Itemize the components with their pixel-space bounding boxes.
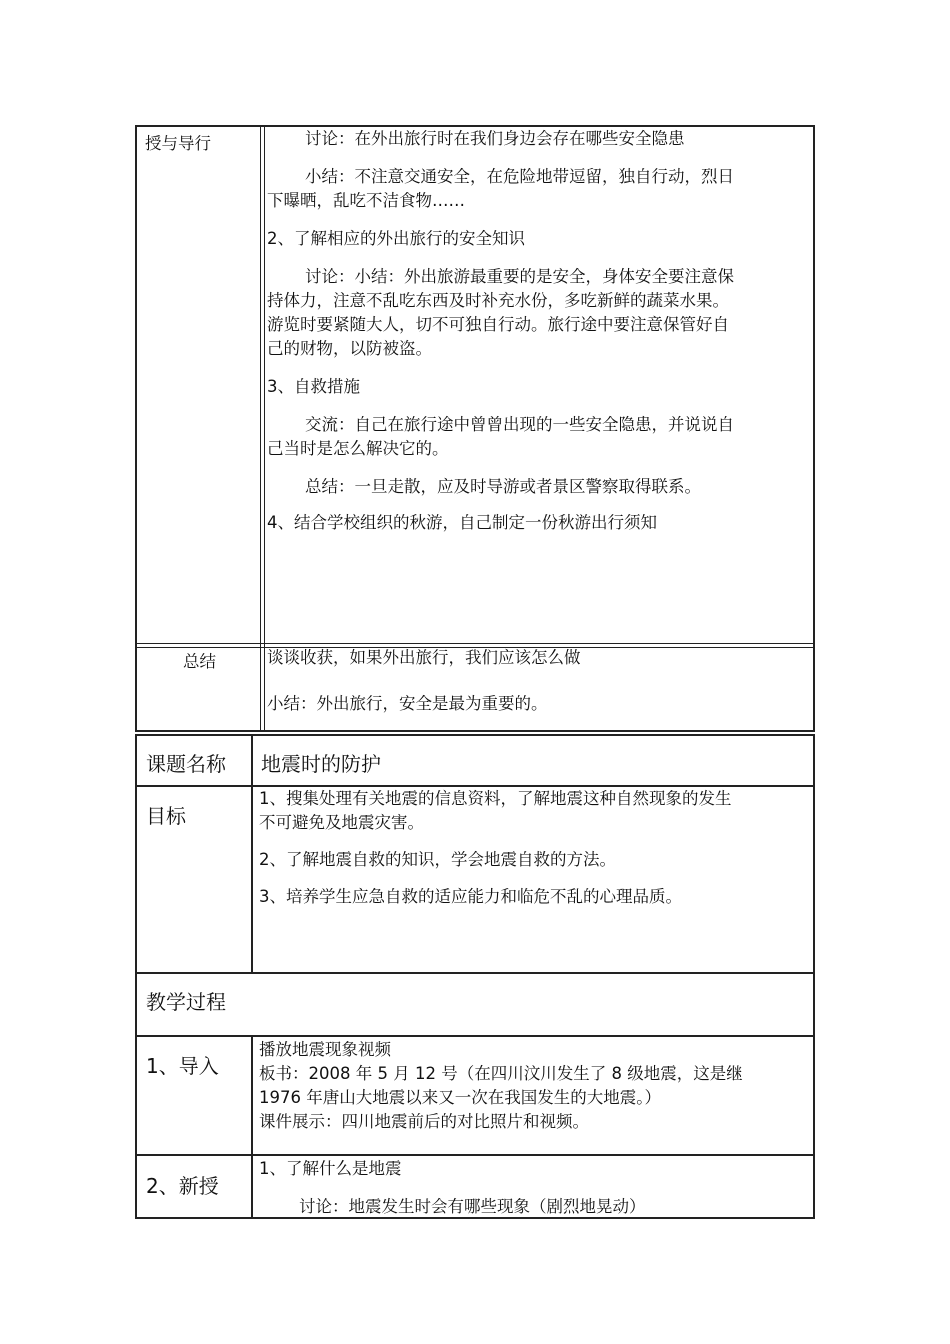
goal-line: 1、搜集处理有关地震的信息资料，了解地震这种自然现象的发生: [259, 789, 732, 808]
label-topic: 课题名称: [146, 752, 226, 776]
text-line: 小结：不注意交通安全，在危险地带逗留，独自行动，烈日: [305, 167, 734, 186]
column-divider: [260, 127, 265, 730]
label-summary: 总结: [183, 652, 216, 671]
text-line: 己当时是怎么解决它的。: [267, 439, 449, 458]
row-divider: [137, 1154, 813, 1156]
intro-line: 1976 年唐山大地震以来又一次在我国发生的大地震。）: [259, 1088, 661, 1107]
goal-line: 3、培养学生应急自救的适应能力和临危不乱的心理品质。: [259, 887, 682, 906]
summary-line: 谈谈收获，如果外出旅行，我们应该怎么做: [267, 648, 581, 667]
text-line: 己的财物，以防被盗。: [267, 339, 432, 358]
label-guidance: 授与导行: [145, 134, 211, 153]
text-line: 游览时要紧随大人，切不可独自行动。旅行途中要注意保管好自: [267, 315, 729, 334]
column-divider: [251, 1037, 253, 1219]
text-line: 3、自救措施: [267, 377, 360, 396]
goal-line: 2、了解地震自救的知识，学会地震自救的方法。: [259, 850, 616, 869]
label-intro: 1、导入: [146, 1054, 219, 1078]
goal-line: 不可避免及地震灾害。: [259, 813, 424, 832]
intro-line: 课件展示：四川地震前后的对比照片和视频。: [259, 1112, 589, 1131]
text-line: 下曝晒，乱吃不洁食物……: [267, 191, 465, 210]
label-process: 教学过程: [146, 990, 226, 1014]
text-line: 总结：一旦走散，应及时导游或者景区警察取得联系。: [305, 477, 701, 496]
summary-line: 小结：外出旅行，安全是最为重要的。: [267, 694, 548, 713]
label-new-lesson: 2、新授: [146, 1174, 219, 1198]
text-line: 讨论：在外出旅行时在我们身边会存在哪些安全隐患: [305, 129, 685, 148]
text-line: 4、结合学校组织的秋游，自己制定一份秋游出行须知: [267, 513, 657, 532]
label-goal: 目标: [146, 804, 186, 828]
text-line: 持体力，注意不乱吃东西及时补充水份，多吃新鲜的蔬菜水果。: [267, 291, 729, 310]
intro-line: 板书：2008 年 5 月 12 号（在四川汶川发生了 8 级地震，这是继: [259, 1064, 743, 1083]
new-lesson-line: 讨论：地震发生时会有哪些现象（剧烈地晃动）: [299, 1197, 646, 1216]
intro-line: 播放地震现象视频: [259, 1040, 391, 1059]
text-line: 讨论：小结：外出旅游最重要的是安全，身体安全要注意保: [305, 267, 734, 286]
text-line: 2、了解相应的外出旅行的安全知识: [267, 229, 525, 248]
topic-title: 地震时的防护: [261, 752, 381, 776]
row-divider: [137, 1035, 813, 1037]
column-divider: [251, 736, 253, 972]
new-lesson-line: 1、了解什么是地震: [259, 1159, 402, 1178]
text-line: 交流：自己在旅行途中曾曾出现的一些安全隐患，并说说自: [305, 415, 734, 434]
row-divider: [137, 972, 813, 974]
